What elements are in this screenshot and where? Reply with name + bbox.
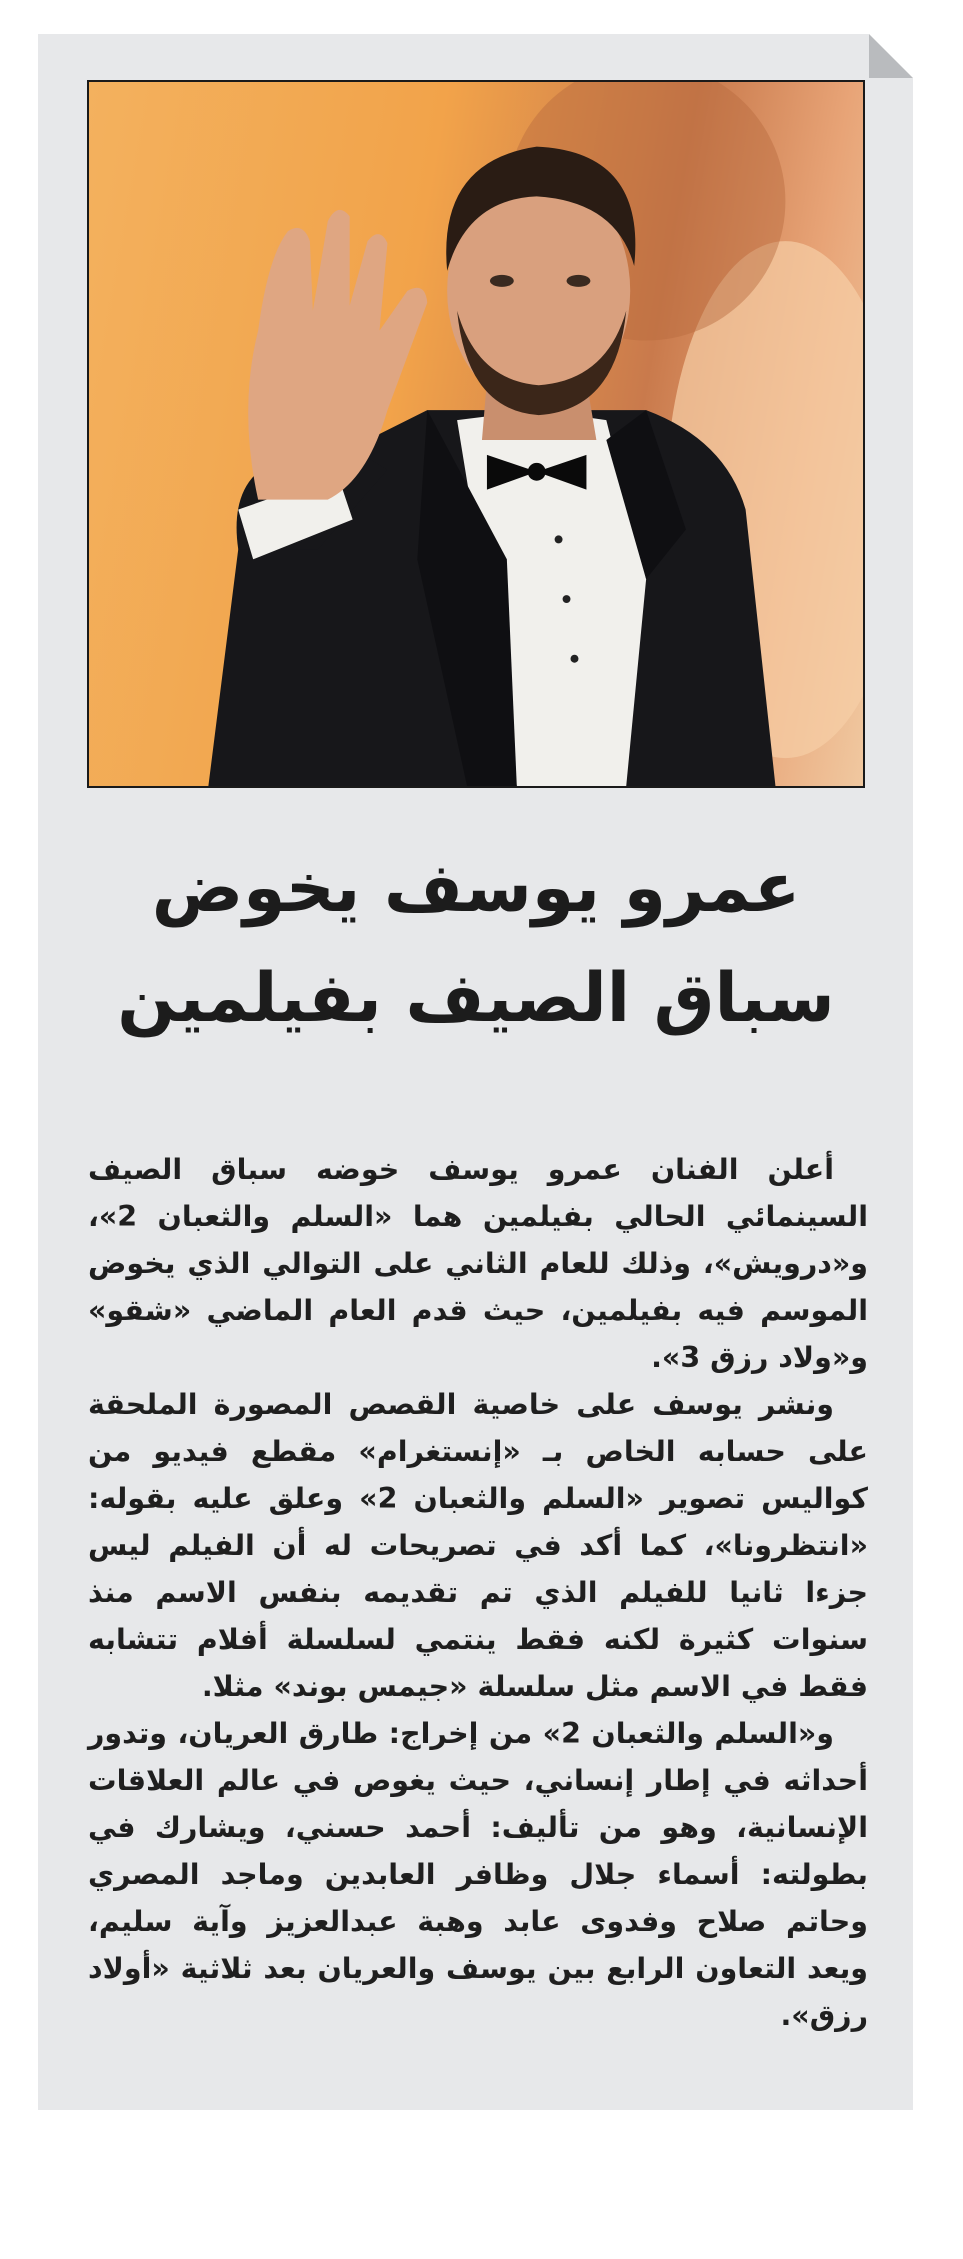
man-in-tuxedo-waving-photo [89, 82, 863, 786]
article-paragraph-2: ونشر يوسف على خاصية القصص المصورة الملحقة على حسابه الخاص بـ «إنستغرام» مقطع فيديو من كواليس تصوير «السلم والثعبان 2» وعلق عليه بقوله: «انتظرونا»، كما أكد في تصريحات له أن الفيلم ليس جزءا ثانيا للفيلم الذي تم تقديمه بنفس الاسم منذ سنوات كثيرة لكنه فقط ينتمي لسلسلة أفلام تتشابه فقط في الاسم مثل سلسلة «جيمس بوند» مثلا. [88, 1388, 868, 1703]
headline-line-2: سباق الصيف بفيلمين [117, 959, 835, 1038]
article-photo [87, 80, 865, 788]
newspaper-clipping [38, 34, 913, 2110]
article-body [88, 1146, 868, 2039]
article-paragraph-3: و«السلم والثعبان 2» من إخراج: طارق العريان، وتدور أحداثه في إطار إنساني، حيث يغوص في عالم العلاقات الإنسانية، وهو من تأليف: أحمد حسني، ويشارك في بطولته: أسماء جلال وظافر العابدين وماجد المصري وحاتم صلاح وفدوى عابد وهبة عبدالعزيز وآية سليم، ويعد التعاون الرابع بين يوسف والعريان بعد ثلاثية «أولاد رزق». [88, 1717, 868, 2032]
folded-corner-icon [869, 34, 913, 78]
headline-line-1: عمرو يوسف يخوض [151, 849, 801, 928]
headline [98, 834, 854, 1054]
article-paragraph-1: أعلن الفنان عمرو يوسف خوضه سباق الصيف السينمائي الحالي بفيلمين هما «السلم والثعبان 2»، و«درويش»، وذلك للعام الثاني على التوالي الذي يخوض الموسم فيه بفيلمين، حيث قدم العام الماضي «شقو» و«ولاد رزق 3». [88, 1153, 868, 1374]
